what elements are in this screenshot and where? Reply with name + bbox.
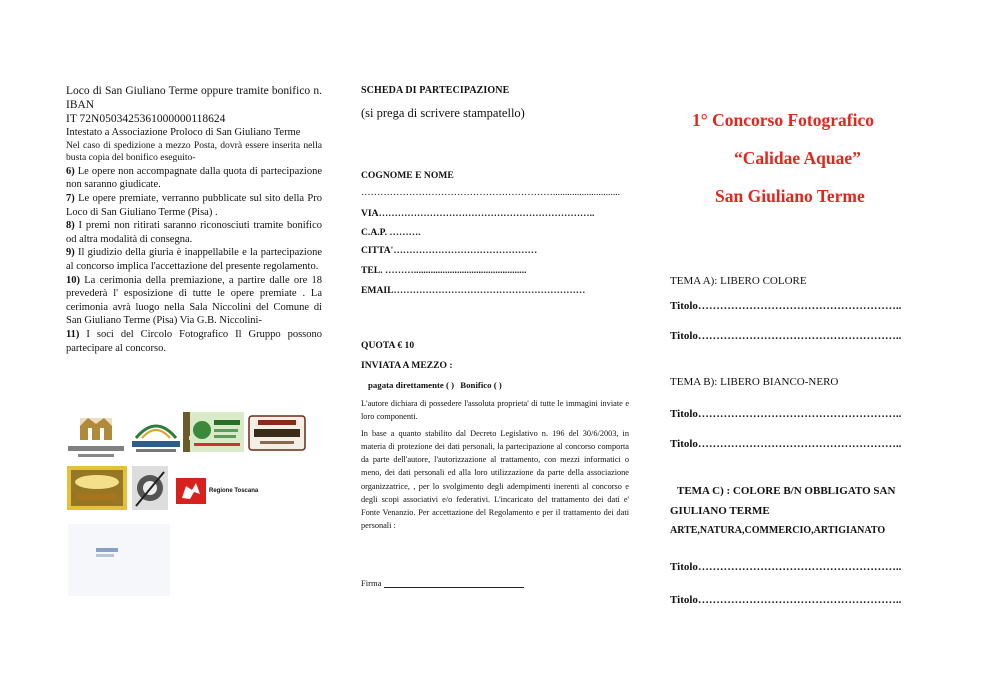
theme-a-title-1[interactable]: Titolo……………………………………………….. — [670, 300, 902, 312]
rule-7: 7) Le opere premiate, verranno pubblicate sul sito della Pro Loco di San Giuliano Terme (Pisa) . — [66, 192, 322, 218]
terre-di-toscana-logo — [248, 415, 306, 451]
postcode-field[interactable]: C.A.P. ………. — [361, 227, 421, 238]
theme-c-label: TEMA C) : COLORE B/N OBBLIGATO SAN — [677, 485, 896, 497]
stamp-image — [68, 524, 170, 596]
theme-c-subjects: ARTE,NATURA,COMMERCIO,ARTIGIANATO — [670, 525, 886, 536]
fee-label: QUOTA € 10 — [361, 340, 415, 351]
theme-b-title-1[interactable]: Titolo……………………………………………….. — [670, 408, 902, 420]
payment-options — [368, 380, 506, 390]
pay-transfer-checkbox[interactable]: Bonifico ( ) — [460, 380, 502, 390]
rule-9: 9) Il giudizio della giuria è inappellabile e la partecipazione al concorso implica l'accettazione del presente regolamento. — [66, 247, 323, 272]
theme-c-title-1[interactable]: Titolo……………………………………………….. — [670, 561, 902, 573]
theme-b-label: TEMA B): LIBERO BIANCO-NERO — [670, 376, 839, 388]
address-field[interactable]: VIA………………………………………………………….. — [361, 208, 595, 219]
payment-text: Loco di San Giuliano Terme oppure tramite bonifico n. IBAN — [66, 85, 322, 111]
sent-by-label: INVIATA A MEZZO : — [361, 360, 453, 371]
pay-direct-checkbox[interactable]: pagata direttamente ( ) — [368, 380, 455, 390]
privacy-statement — [361, 397, 629, 532]
contest-title: 1° Concorso Fotografico — [692, 110, 874, 130]
rules-column — [66, 84, 322, 355]
data-protection-text: In base a quanto stabilito dal Decreto Legislativo n. 196 del 30/6/2003, in materia di protezione dei dati personali, la partecipazione al concorso comporta da parte dell'autore, l'autorizzazione al trattamento, con mezzi informatici o meno, dei dati personali ed alla loro utilizzazione da parte della associazione organizzatrice, , per lo svolgimento degli adempimenti inerenti al concorso e degli scopi associativi e/o federativi. L'incaricato del trattamento dei dati e' Fonte Venanzio. Per accettazione del Regolamento e per il trattamento dei dati personali : — [361, 429, 629, 530]
city-field[interactable]: CITTA'……………………………………… — [361, 245, 538, 256]
bottega-logo — [67, 466, 127, 510]
form-title: SCHEDA DI PARTECIPAZIONE — [361, 85, 510, 96]
email-field[interactable]: EMAIL…………………………………………………… — [361, 285, 586, 296]
circolo-photo-logo — [132, 466, 168, 510]
rule-6: 6) Le opere non accompagnate dalla quota di partecipazione non saranno giudicate. — [66, 165, 322, 191]
iban: IT 72N0503425361000000118624 — [66, 113, 226, 125]
theme-c-title-2[interactable]: Titolo……………………………………………….. — [670, 594, 902, 606]
theme-a-label: TEMA A): LIBERO COLORE — [670, 275, 807, 287]
theme-c-label-cont: GIULIANO TERME — [670, 505, 770, 517]
contest-name: “Calidae Aquae” — [734, 148, 861, 168]
regione-toscana-logo — [176, 478, 206, 504]
name-label: COGNOME E NOME — [361, 170, 454, 181]
signature-field[interactable] — [361, 578, 524, 588]
phone-field[interactable]: TEL. ………............................................... — [361, 265, 527, 276]
ownership-declaration: L'autore dichiara di possedere l'assoluta proprieta' di tutte le immagini inviate e loro componenti. — [361, 399, 629, 422]
rule-10: 10) La cerimonia della premiazione, a partire dalle ore 18 prevederà l' esposizione di tutte le opere premiate . La cerimonia avrà luogo nella Sala Niccolini del Comune di San Giuliano Terme (Pisa) Via G.B. Niccolini- — [66, 274, 322, 327]
name-field[interactable]: ……………………………………………………............................ — [361, 187, 621, 198]
rule-11: 11) I soci del Circolo Fotografico Il Gruppo possono partecipare al concorso. — [66, 328, 323, 354]
theme-b-title-2[interactable]: Titolo……………………………………………….. — [670, 438, 902, 450]
mugnai-logo — [190, 412, 244, 452]
signature-label: Firma — [361, 578, 382, 588]
regione-toscana-label: Regione Toscana — [209, 488, 259, 494]
il-ponticello-logo — [130, 416, 182, 456]
rule-8: 8) I premi non ritirati saranno riconosciuti tramite bonifico od altra modalità di consegna. — [66, 220, 323, 245]
bagni-di-pisa-logo — [66, 410, 126, 460]
theme-a-title-2[interactable]: Titolo……………………………………………….. — [670, 330, 902, 342]
form-subtitle: (si prega di scrivere stampatello) — [361, 106, 525, 120]
contest-location: San Giuliano Terme — [715, 186, 865, 206]
signature-line — [384, 579, 524, 588]
postal-note: Nel caso di spedizione a mezzo Posta, dovrà essere inserita nella busta copia del bonifico eseguito- — [66, 139, 322, 164]
payee: Intestato a Associazione Proloco di San Giuliano Terme — [66, 127, 301, 138]
